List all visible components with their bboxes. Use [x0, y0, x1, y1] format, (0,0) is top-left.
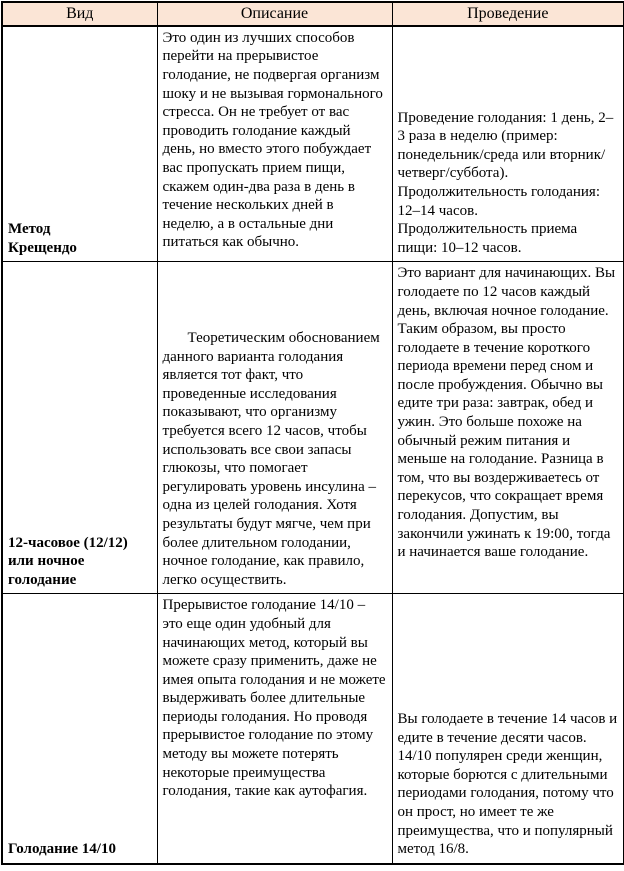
header-row: [2, 2, 624, 26]
table-row-crescendo: [2, 26, 624, 262]
method-name-line: Крещендо: [8, 239, 77, 256]
cell-description: [157, 262, 392, 594]
description-paragraph: Теоретическим обоснованием данного варианта голодания является тот факт, что проведенные исследования показывают, что организму требуется всего 12 часов, чтобы использовать все свои запасы глюкозы, что помогает регулировать уровень инсулина – одна из целей голодания. Хотя результаты будут мягче, чем при более длительном голодании, ночное голодание, как правило, легко осуществить.: [162, 330, 380, 588]
conduct-paragraph: Проведение голодания: 1 день, 2–3 раза в неделю (пример: понедельник/среда или вторник/четверг/суббота).: [397, 109, 614, 182]
column-header-kind: Вид: [2, 2, 157, 26]
cell-conduct: [392, 262, 624, 594]
cell-description: [157, 26, 392, 262]
conduct-paragraph: Это вариант для начинающих. Вы голодаете по 12 часов каждый день, включая ночное голодание. Таким образом, вы просто голодаете в течение короткого периода времени перед сном и после пробуждения. Обычно вы едите три раза: завтрак, обед и ужин. Это больше похоже на обычный режим питания и меньше на голодание. Разница в том, что вы воздерживаетесь от перекусов, что сокращает время голодания. Допустим, вы закончили ужинать к 19:00, тогда и начинается ваше голодание.: [397, 265, 616, 561]
fasting-methods-table: [1, 1, 624, 865]
cell-conduct: [392, 594, 624, 864]
conduct-paragraph: Вы голодаете в течение 14 часов и едите в течение десяти часов. 14/10 популярен среди женщин, которые борются с длительными периодами голодания, потому что он прост, но имеет те же преимущества, что и популярный метод 16/8.: [397, 711, 618, 858]
description-paragraph: Прерывистое голодание 14/10 – это еще один удобный для начинающих метод, который вы можете сразу применить, даже не имея опыта голодания и не можете выдерживать более длительные периоды голодания. Но проводя прерывистое голодание по этому методу вы можете потерять некоторые преимущества голодания, такие как аутофагия.: [162, 597, 386, 800]
cell-method-name: [2, 262, 157, 594]
column-header-description: Описание: [157, 2, 392, 26]
method-name-line: Метод: [8, 221, 51, 238]
cell-conduct: [392, 26, 624, 262]
cell-description: [157, 594, 392, 864]
table-row-12-hour: [2, 262, 624, 594]
column-header-conduct: Проведение: [392, 2, 624, 26]
method-name-line: или ночное: [8, 553, 85, 570]
conduct-paragraph: Продолжительность приема пищи: 10–12 часов.: [397, 221, 578, 256]
document-page: [0, 1, 624, 871]
table-row-14-10: [2, 594, 624, 864]
cell-method-name: [2, 26, 157, 262]
method-name-line: 12-часовое (12/12): [8, 534, 128, 551]
conduct-paragraph: Продолжительность голодания: 12–14 часов.: [397, 183, 600, 219]
method-name-line: голодание: [8, 571, 77, 588]
method-name-line: Голодание 14/10: [8, 841, 116, 858]
cell-method-name: [2, 594, 157, 864]
description-paragraph: Это один из лучших способов перейти на прерывистое голодание, не подвергая организм шоку и не вызывая гормонального стресса. Он не требует от вас проводить голодание каждый день, но вместо этого побуждает вас пропускать прием пищи, скажем один-два раза в день в течение нескольких дней в неделю, а в остальные дни питаться как обычно.: [162, 29, 383, 251]
